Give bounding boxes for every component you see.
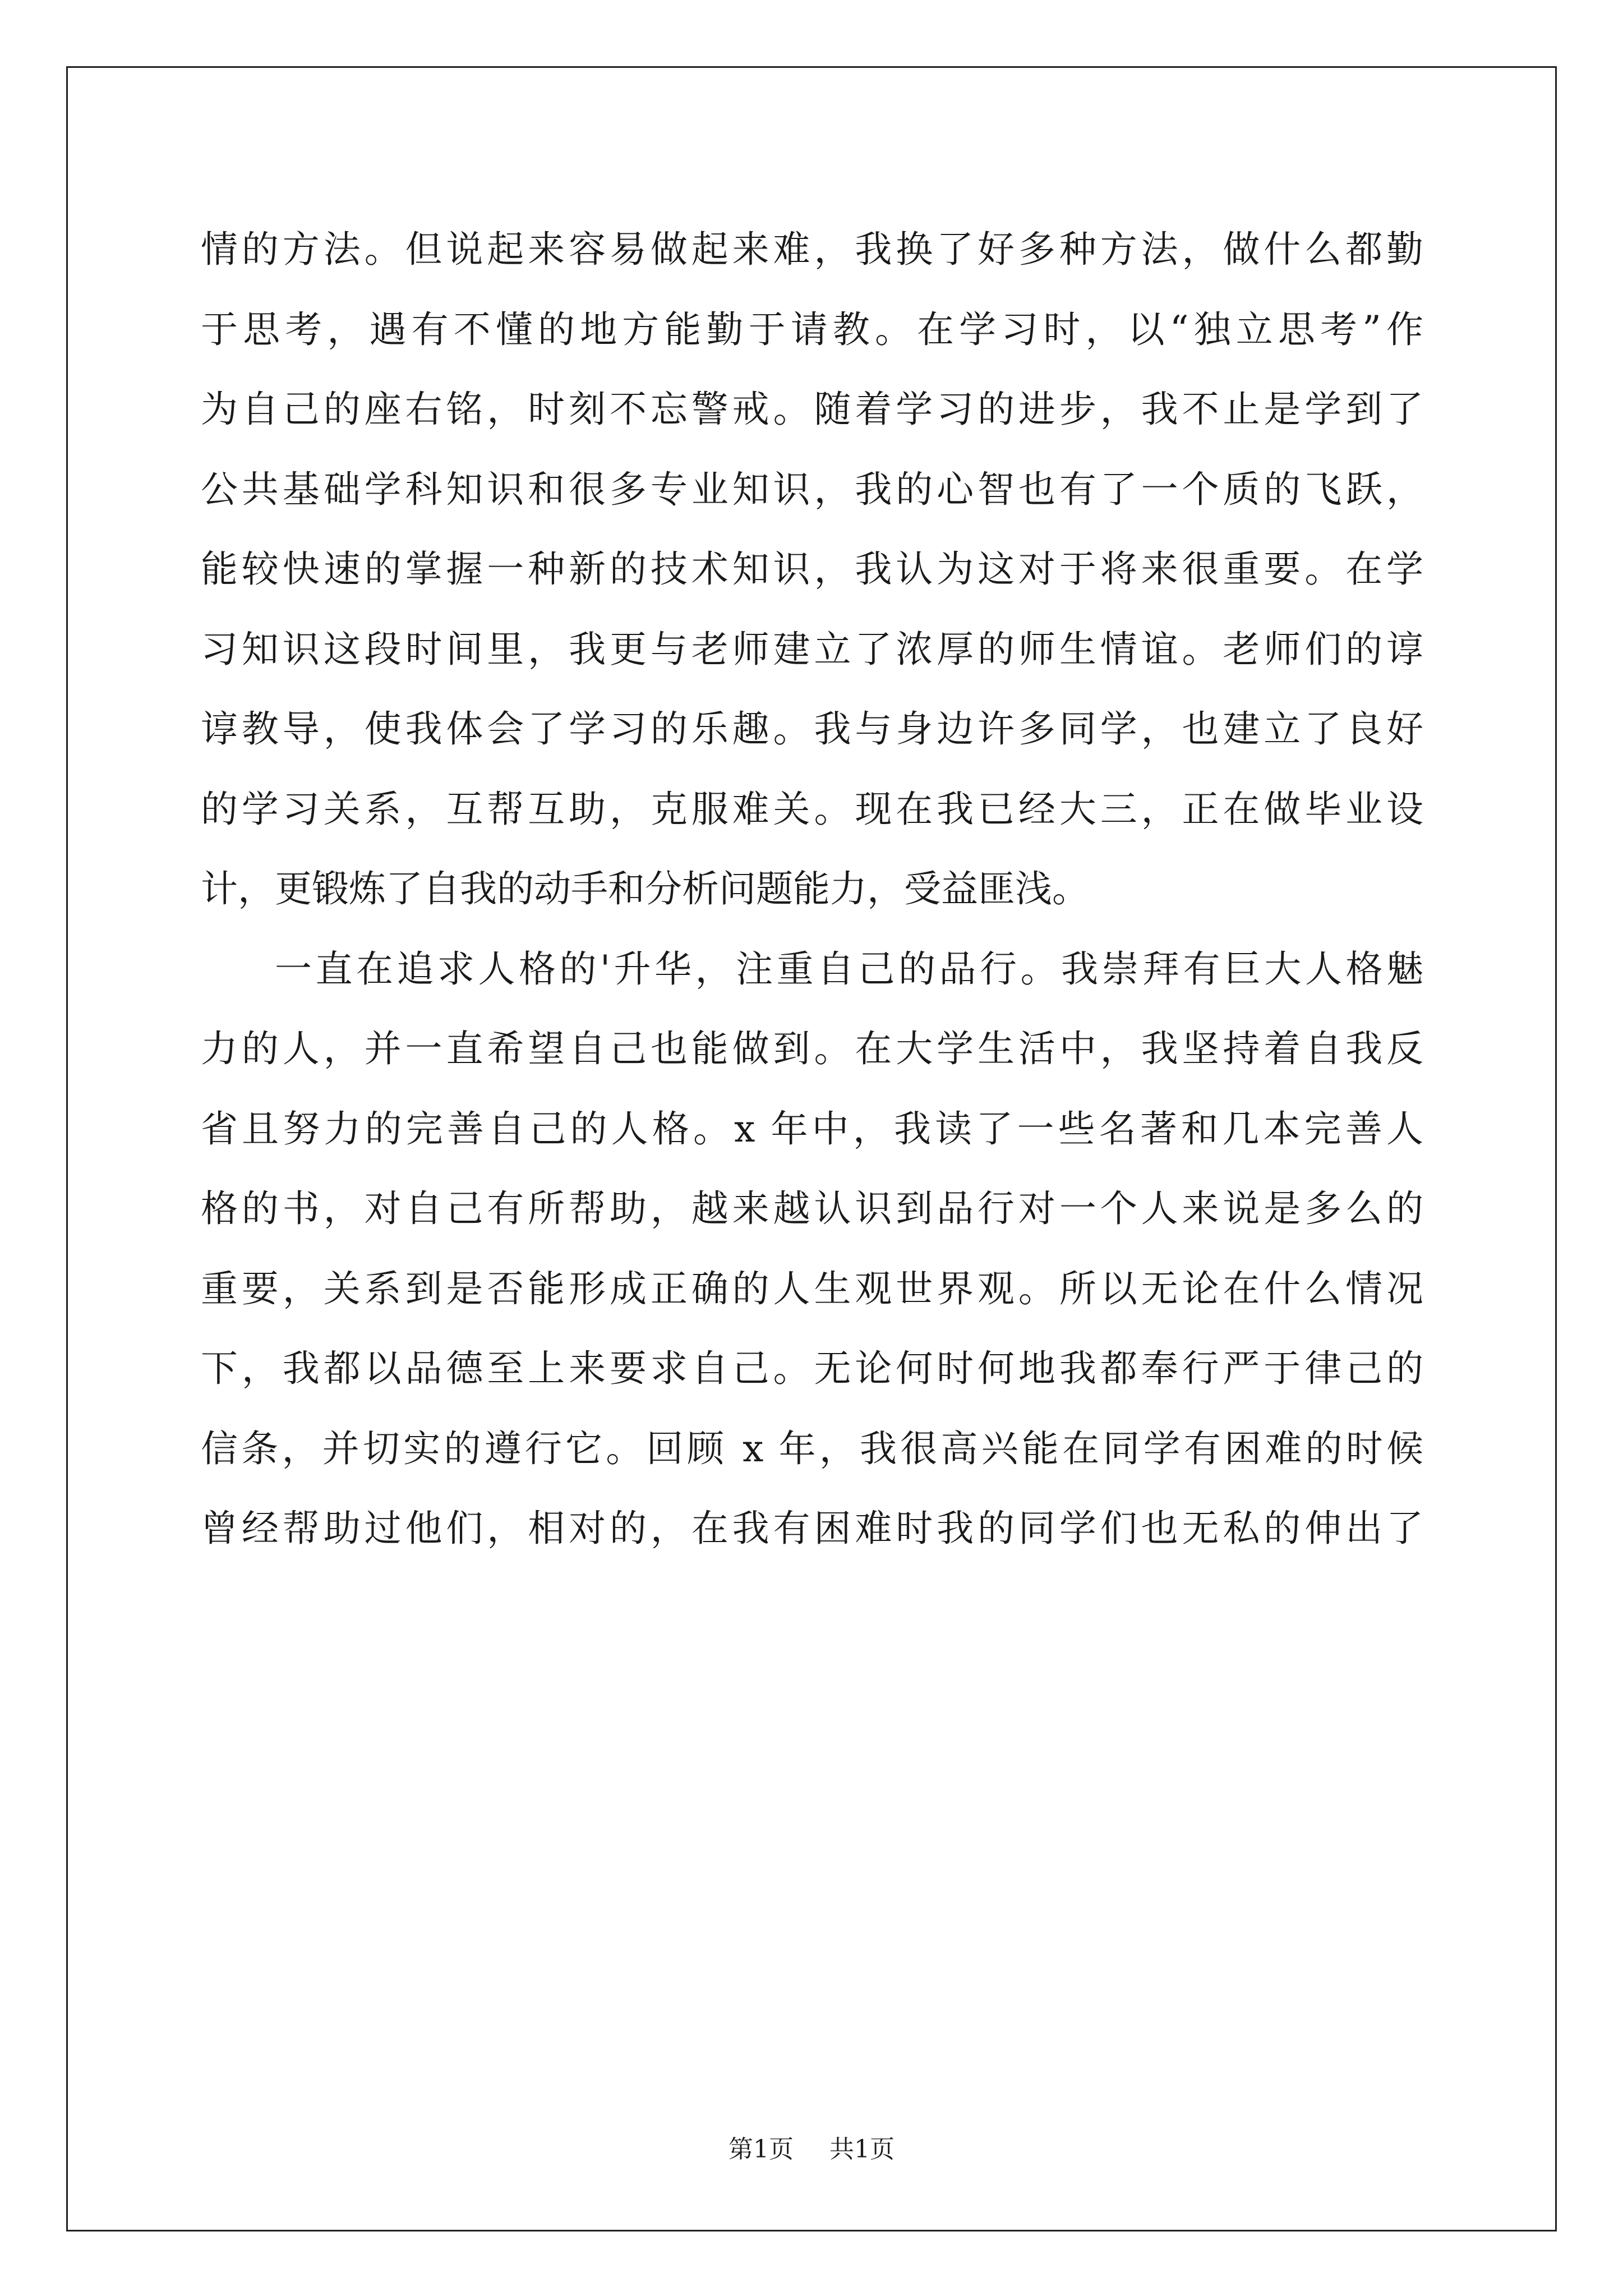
text-line: 为自己的座右铭，时刻不忘警戒。随着学习的进步，我不止是学到了 (201, 388, 1423, 431)
text-line: 能较快速的掌握一种新的技术知识，我认为这对于将来很重要。在学 (201, 547, 1423, 591)
paragraph-2 (201, 930, 1423, 1569)
text-line: 计，更锻炼了自我的动手和分析问题能力，受益匪浅。 (201, 867, 1089, 910)
text-line: 格的书，对自己有所帮助，越来越认识到品行对一个人来说是多么的 (201, 1187, 1423, 1230)
text-line: 于思考，遇有不懂的地方能勤于请教。在学习时，以“独立思考”作 (201, 307, 1423, 351)
text-line: 情的方法。但说起来容易做起来难，我换了好多种方法，做什么都勤 (201, 228, 1423, 271)
text-line: 曾经帮助过他们，相对的，在我有困难时我的同学们也无私的伸出了 (201, 1507, 1423, 1550)
page-count: 共1页 (829, 2135, 895, 2164)
paragraph-1 (201, 210, 1423, 930)
page-number: 第1页 (728, 2135, 794, 2164)
text-line: 谆教导，使我体会了学习的乐趣。我与身边许多同学，也建立了良好 (201, 707, 1423, 751)
text-line: 下，我都以品德至上来要求自己。无论何时何地我都奉行严于律己的 (201, 1347, 1423, 1390)
text-line: 公共基础学科知识和很多专业知识，我的心智也有了一个质的飞跃， (201, 467, 1423, 511)
text-line: 的学习关系，互帮互助，克服难关。现在我已经大三，正在做毕业设 (201, 787, 1423, 831)
document-body (201, 210, 1423, 1569)
text-line: 重要，关系到是否能形成正确的人生观世界观。所以无论在什么情况 (201, 1267, 1423, 1310)
text-line: 力的人，并一直希望自己也能做到。在大学生活中，我坚持着自我反 (201, 1027, 1423, 1070)
text-line: 省且努力的完善自己的人格。x 年中，我读了一些名著和几本完善人 (201, 1107, 1423, 1151)
text-line: 一直在追求人格的'升华，注重自己的品行。我崇拜有巨大人格魅 (275, 947, 1423, 991)
page-footer (0, 2129, 1623, 2165)
text-line: 信条，并切实的遵行它。回顾 x 年，我很高兴能在同学有困难的时候 (201, 1427, 1423, 1470)
text-line: 习知识这段时间里，我更与老师建立了浓厚的师生情谊。老师们的谆 (201, 627, 1423, 671)
